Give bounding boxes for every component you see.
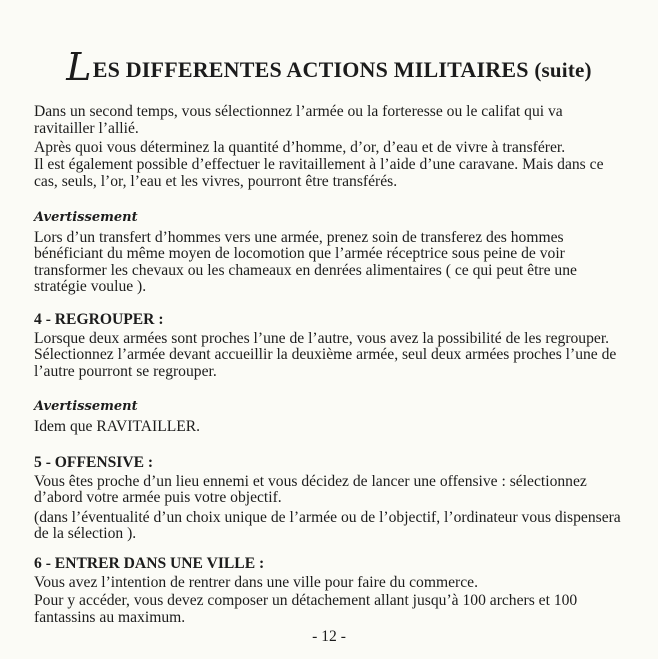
warning-title: Avertissement bbox=[34, 399, 138, 414]
paragraph: Vous êtes proche d’un lieu ennemi et vous décidez de lancer une offensive : sélectionnez d’abord votre armée puis votre objectif. bbox=[34, 472, 587, 506]
paragraph: Vous avez l’intention de rentrer dans une ville pour faire du commerce. bbox=[34, 573, 478, 591]
section-heading: 4 - REGROUPER : bbox=[34, 311, 164, 328]
paragraph: Dans un second temps, vous sélectionnez l’armée ou la forteresse ou le califat qui va ravitailler l’allié. bbox=[34, 103, 563, 137]
section-entrer-ville bbox=[34, 556, 626, 626]
section-offensive bbox=[34, 455, 626, 543]
title-suffix: (suite) bbox=[534, 58, 592, 82]
paragraph: Pour y accéder, vous devez composer un détachement allant jusqu’à 100 archers et 100 fantassins au maximum. bbox=[34, 592, 578, 626]
warning-text: Idem que RAVITAILLER. bbox=[34, 417, 201, 435]
paragraph-intro bbox=[34, 104, 626, 137]
title-main: ES DIFFERENTES ACTIONS MILITAIRES bbox=[92, 57, 529, 82]
paragraph: Lorsque deux armées sont proches l’une de l’autre, vous avez la possibilité de les regrouper. Sélectionnez l’armée devant accueillir la deuxième armée, seul deux armées proches l’une de l’autre pourront se regrouper. bbox=[34, 329, 617, 380]
warning-title: Avertissement bbox=[34, 210, 138, 225]
paragraph-quantity bbox=[34, 140, 626, 157]
title-initial: L bbox=[66, 45, 92, 89]
paragraph: Après quoi vous déterminez la quantité d’homme, d’or, d’eau et de vivre à transférer. bbox=[34, 139, 566, 156]
paragraph: (dans l’éventualité d’un choix unique de l’armée ou de l’objectif, l’ordinateur vous dispensera de la sélection ). bbox=[34, 508, 621, 542]
warning-1 bbox=[34, 210, 626, 296]
page-title bbox=[0, 45, 658, 89]
page-number: - 12 - bbox=[312, 628, 346, 645]
section-heading: 5 - OFFENSIVE : bbox=[34, 454, 154, 471]
warning-text: Lors d’un transfert d’hommes vers une armée, prenez soin de transferez des hommes bénéficiant du même moyen de locomotion que l’armée réceptrice sous peine de voir transformer les chevaux ou les chameaux en denrées alimentaires ( ce qui peut être une stratégie voulue ). bbox=[34, 228, 577, 295]
paragraph-caravane bbox=[34, 157, 626, 190]
warning-2 bbox=[34, 399, 626, 435]
paragraph: Il est également possible d’effectuer le ravitaillement à l’aide d’une caravane. Mais dans ce cas, seuls, l’or, l’eau et les vivres, pourront être transférés. bbox=[34, 156, 604, 190]
section-regrouper bbox=[34, 312, 626, 380]
section-heading: 6 - ENTRER DANS UNE VILLE : bbox=[34, 555, 265, 572]
